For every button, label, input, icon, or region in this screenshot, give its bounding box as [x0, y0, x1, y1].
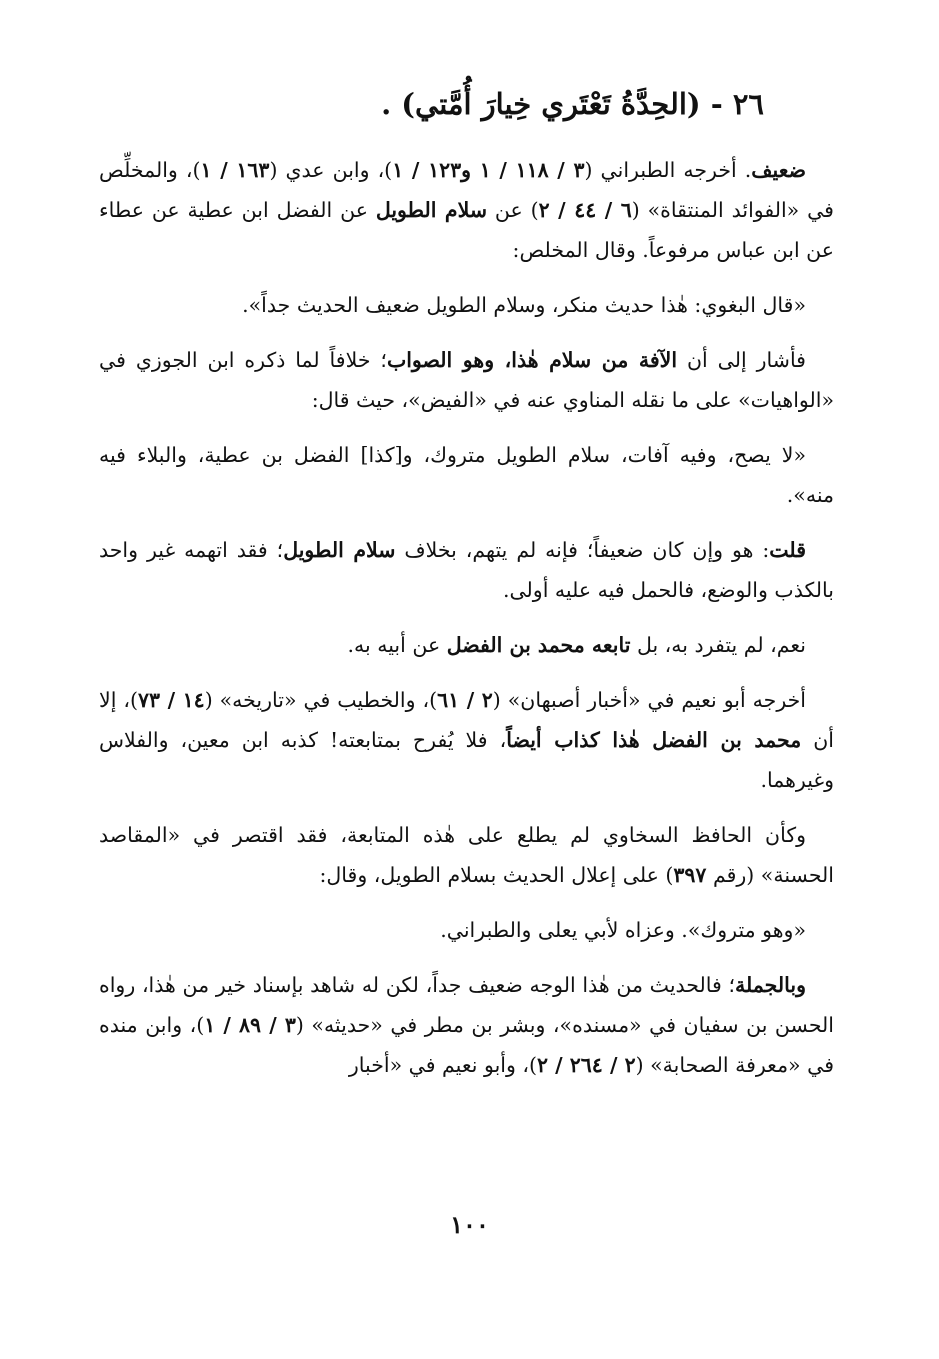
text-segment: وكأن الحافظ السخاوي لم يطلع على هٰذه المتابعة، فقد اقتصر في «المقاصد الحسنة» (رقم	[99, 823, 834, 887]
paragraph	[99, 150, 834, 270]
paragraph	[99, 435, 834, 515]
bold-segment: محمد بن الفضل هٰذا كذاب أيضاً	[506, 728, 802, 752]
bold-segment: ١٦٣ / ١	[200, 158, 270, 182]
text-segment: عن الفضل ابن عطية عن عطاء عن ابن عباس مرفوعاً. وقال المخلص:	[99, 198, 834, 262]
hadith-heading: ٢٦ - (الحِدَّةُ تَعْتَري خِيارَ أُمَّتي) .	[381, 87, 764, 121]
bold-segment: ضعيف	[751, 158, 807, 182]
paragraph	[99, 910, 834, 950]
text-segment: )، وابن منده في «معرفة الصحابة» (	[99, 1013, 834, 1077]
text-segment: «وهو متروك». وعزاه لأبي يعلى والطبراني.	[440, 918, 806, 942]
bold-segment: تابعه محمد بن الفضل	[446, 633, 631, 657]
text-segment: «قال البغوي: هٰذا حديث منكر، وسلام الطويل ضعيف الحديث جداً».	[242, 293, 806, 317]
bold-segment: ٣ / ١١٨ / ١ و١٢٣ / ١	[392, 158, 585, 182]
text-segment: ؛ فقد اتهمه غير واحد بالكذب والوضع، فالحمل فيه عليه أولى.	[99, 538, 834, 602]
text-segment: ؛ فالحديث من هٰذا الوجه ضعيف جداً، لكن له شاهد بإسناد خير من هٰذا، رواه الحسن بن سفيان في «مسنده»، وبشر بن مطر في «حديثه» (	[99, 973, 834, 1037]
bold-segment: سلام الطويل	[375, 198, 488, 222]
text-segment: ؛ خلافاً لما ذكره ابن الجوزي في «الواهيات» على ما نقله المناوي عنه في «الفيض»، حيث قال:	[99, 348, 834, 412]
bold-segment: الآفة من سلام هٰذا، وهو الصواب	[386, 348, 678, 372]
text-segment: «لا يصح، وفيه آفات، سلام الطويل متروك، و[كذا] الفضل بن عطية، والبلاء فيه منه».	[99, 443, 834, 507]
text-segment: )، إلا أن	[99, 688, 834, 752]
text-segment: فأشار إلى أن	[677, 348, 806, 372]
bold-segment: ٦ / ٤٤ / ٢	[538, 198, 632, 222]
text-segment: عن أبيه به.	[347, 633, 447, 657]
bold-segment: ٢ / ٢٦٤ / ٢	[537, 1053, 636, 1077]
body-text	[99, 150, 834, 1100]
text-segment: أخرجه أبو نعيم في «أخبار أصبهان» (	[492, 688, 807, 712]
bold-segment: ١٤ / ٧٣	[137, 688, 205, 712]
paragraph	[99, 625, 834, 665]
bold-segment: وبالجملة	[735, 973, 806, 997]
text-segment: ) عن	[487, 198, 539, 222]
text-segment: )، والخطيب في «تاريخه» (	[204, 688, 438, 712]
bold-segment: ٣٩٧	[673, 863, 707, 887]
page-number: ١٠٠	[450, 1210, 489, 1239]
text-segment: )، وأبو نعيم في «أخبار	[348, 1053, 537, 1077]
paragraph	[99, 680, 834, 800]
paragraph	[99, 340, 834, 420]
text-segment: نعم، لم يتفرد به، بل	[630, 633, 806, 657]
bold-segment: سلام الطويل	[283, 538, 396, 562]
bold-segment: قلت	[769, 538, 807, 562]
paragraph	[99, 530, 834, 610]
text-segment: : هو وإن كان ضعيفاً؛ فإنه لم يتهم، بخلاف	[395, 538, 770, 562]
text-segment: )، وابن عدي (	[269, 158, 393, 182]
text-segment: . أخرجه الطبراني (	[584, 158, 752, 182]
text-segment: )، والمخلِّص في «الفوائد المنتقاة» (	[99, 158, 834, 222]
paragraph	[99, 285, 834, 325]
paragraph	[99, 815, 834, 895]
bold-segment: ٢ / ٦١	[437, 688, 493, 712]
paragraph	[99, 965, 834, 1085]
bold-segment: ٣ / ٨٩ / ١	[204, 1013, 296, 1037]
text-segment: ، فلا يُفرح بمتابعته! كذبه ابن معين، والفلاس وغيرهما.	[99, 728, 834, 792]
text-segment: ) على إعلال الحديث بسلام الطويل، وقال:	[319, 863, 674, 887]
